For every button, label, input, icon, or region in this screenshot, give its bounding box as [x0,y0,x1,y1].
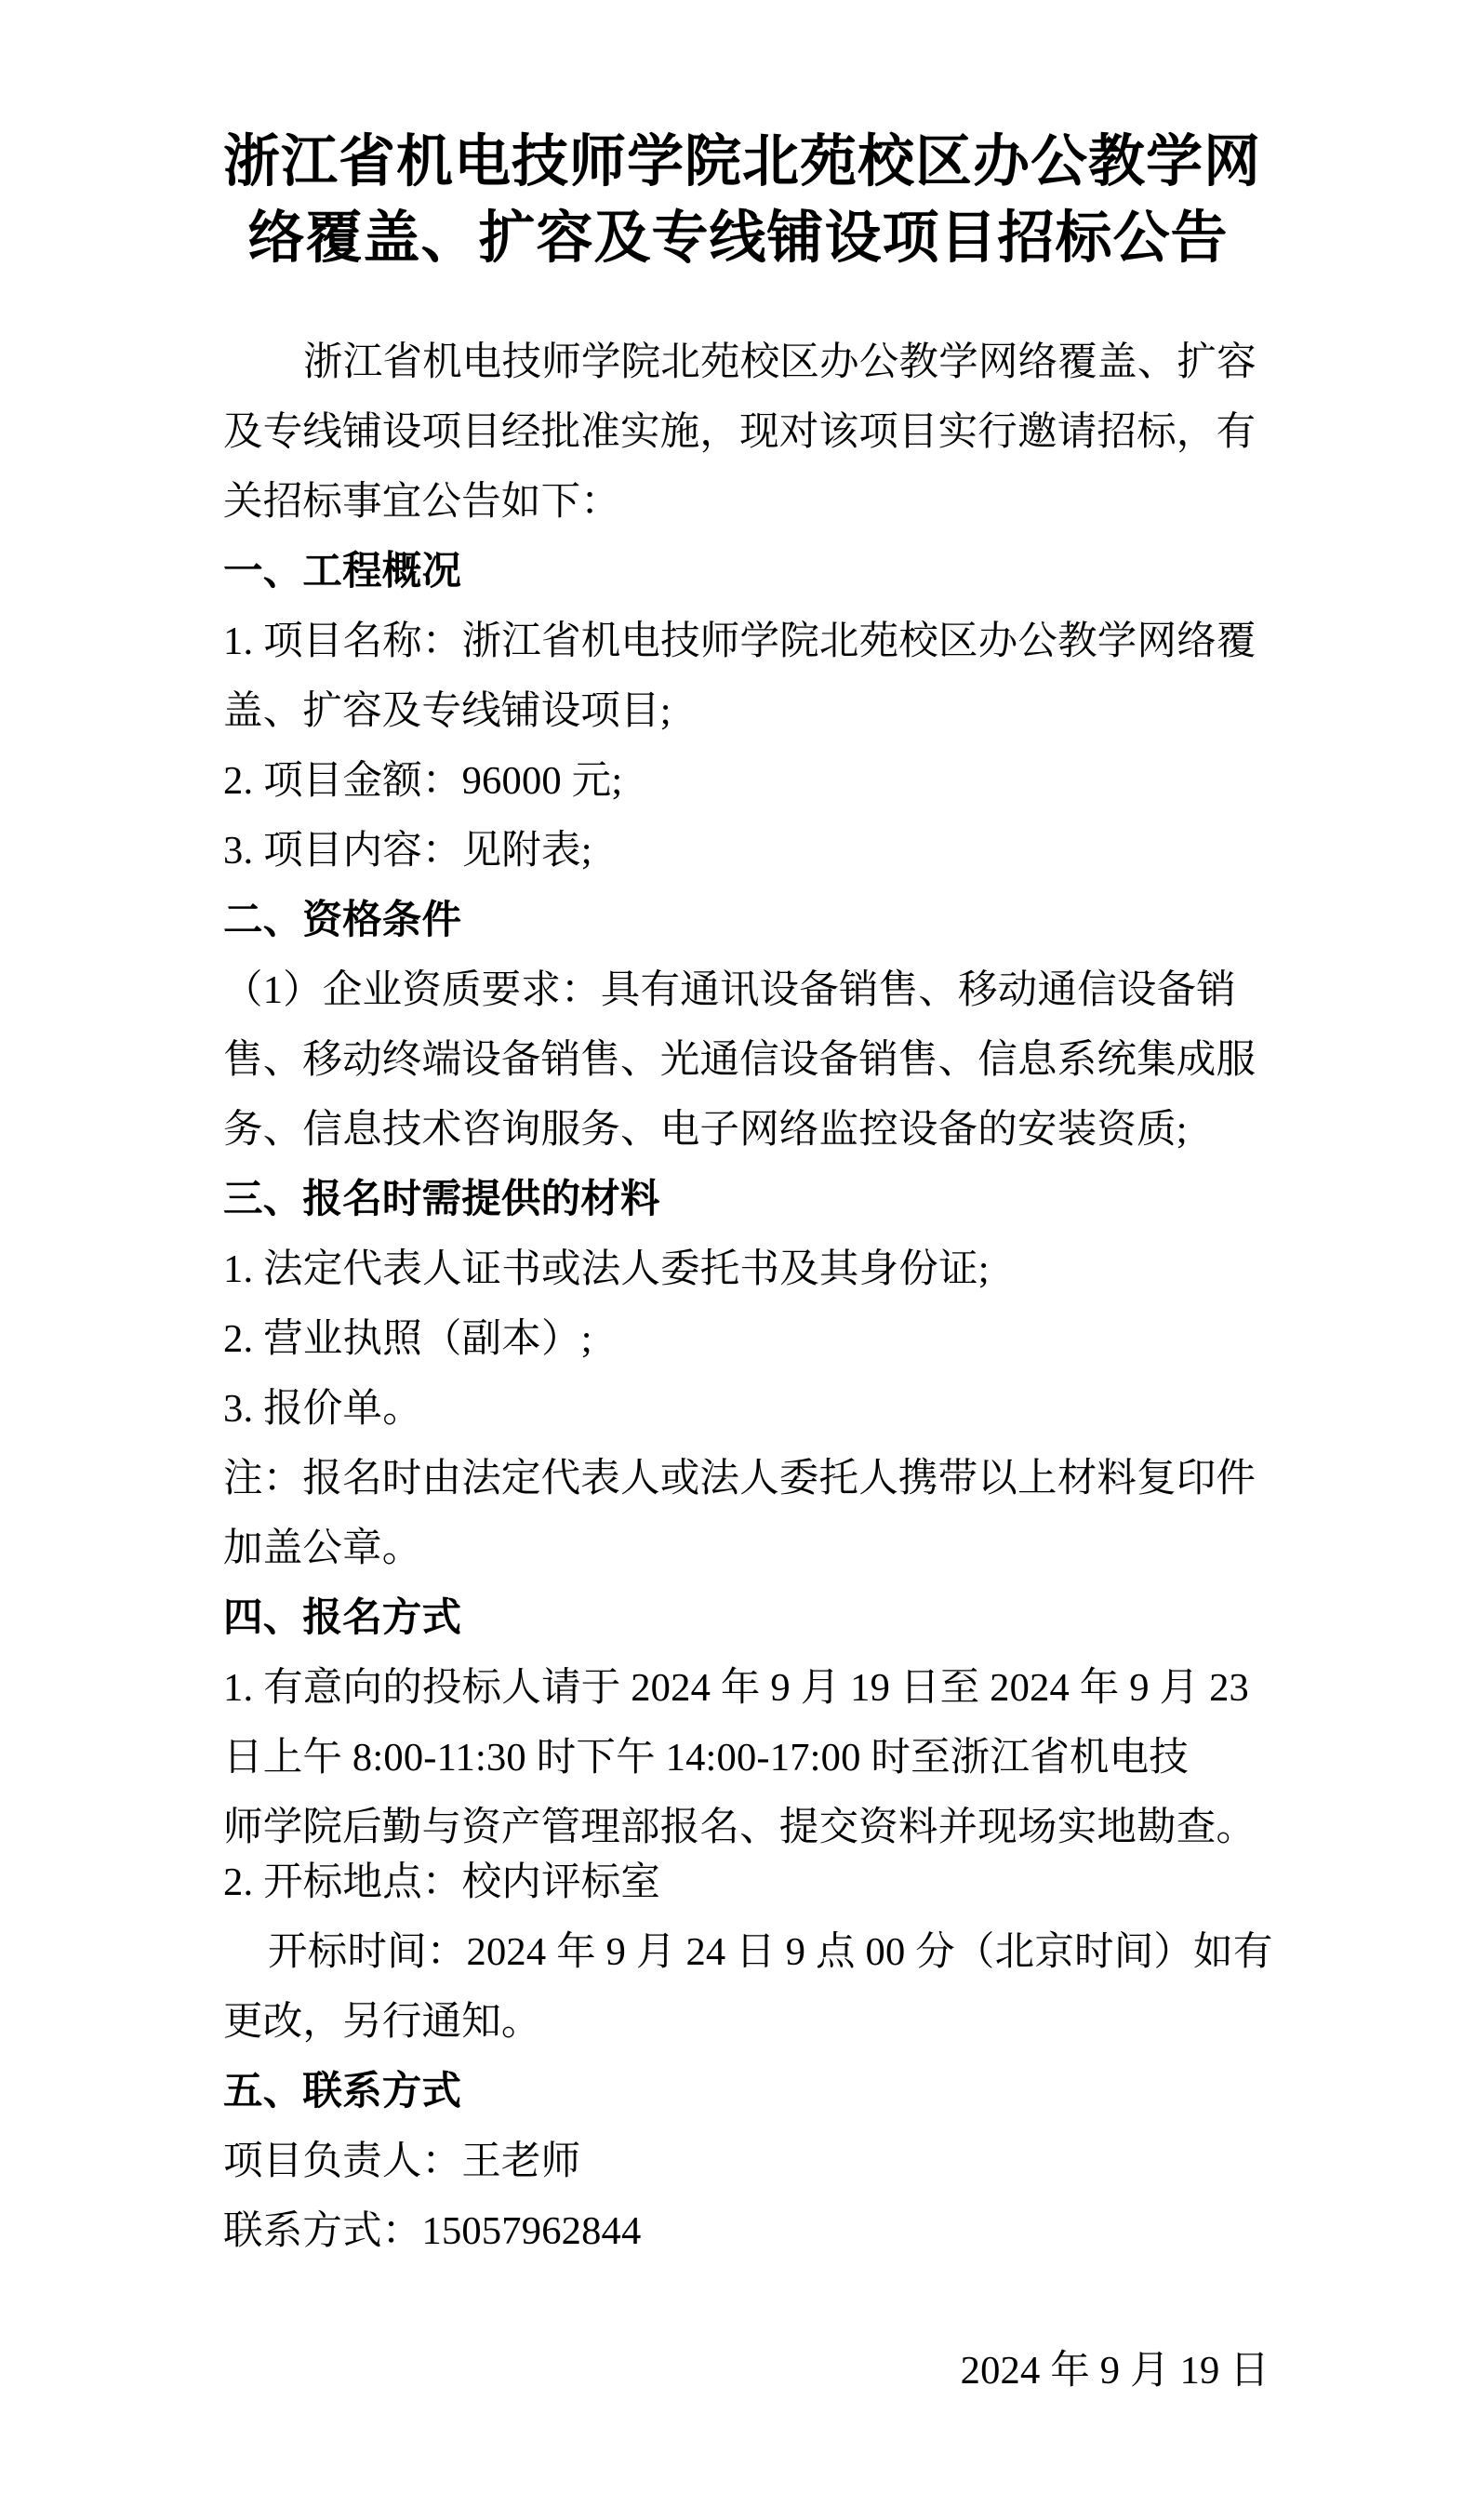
paragraph-line: 项目负责人：王老师 [223,2140,581,2183]
section-heading-4: 四、报名方式 [223,1596,462,1640]
paragraph-line: 3. 报价单。 [223,1387,422,1431]
paragraph-line: 务、信息技术咨询服务、电子网络监控设备的安装资质; [223,1108,1188,1152]
paragraph-line: 2. 开标地点：校内评标室 [223,1860,661,1904]
paragraph-line: 更改，另行通知。 [223,2000,541,2044]
paragraph-line: 注：报名时由法定代表人或法人委托人携带以上材料复印件 [223,1457,1257,1500]
title-line-1: 浙江省机电技师学院北苑校区办公教学网 [223,131,1262,193]
section-heading-5: 五、联系方式 [223,2070,462,2113]
paragraph-line: 1. 项目名称：浙江省机电技师学院北苑校区办公教学网络覆 [223,620,1257,663]
paragraph-line: 2. 营业执照（副本）; [223,1317,592,1361]
paragraph-line: 2. 项目金额：96000 元; [223,759,623,803]
section-heading-3: 三、报名时需提供的材料 [223,1178,660,1221]
paragraph-line: 浙江省机电技师学院北苑校区办公教学网络覆盖、扩容 [303,340,1257,384]
paragraph-line: 联系方式：15057962844 [223,2209,642,2253]
blank-line [223,2266,1253,2336]
paragraph-line: 1. 有意向的投标人请于 2024 年 9 月 19 日至 2024 年 9 月 23 [223,1666,1249,1710]
paragraph-line: 加盖公章。 [223,1527,422,1570]
paragraph-line: 盖、扩容及专线铺设项目; [223,689,672,733]
document-date: 2024 年 9 月 19 日 [960,2349,1270,2393]
paragraph-line: 开标时间：2024 年 9 月 24 日 9 点 00 分（北京时间）如有 [268,1930,1273,1974]
title-line-2: 络覆盖、扩容及专线铺设项目招标公告 [247,207,1229,270]
section-heading-1: 一、工程概况 [223,550,462,593]
paragraph-line: 日上午 8:00-11:30 时下午 14:00-17:00 时至浙江省机电技 [223,1736,1190,1780]
paragraph-line: 师学院后勤与资产管理部报名、提交资料并现场实地勘查。 [223,1806,1257,1849]
paragraph-line: 3. 项目内容：见附表; [223,829,592,873]
paragraph-line: 1. 法定代表人证书或法人委托书及其身份证; [223,1247,990,1291]
paragraph-line: 关招标事宜公告如下： [223,480,621,524]
document-body [223,327,1273,2406]
paragraph-line: 售、移动终端设备销售、光通信设备销售、信息系统集成服 [223,1038,1257,1082]
paragraph-line: （1）企业资质要求：具有通讯设备销售、移动通信设备销 [223,968,1236,1012]
section-heading-2: 二、资格条件 [223,899,462,942]
paragraph-line: 及专线铺设项目经批准实施，现对该项目实行邀请招标，有 [223,410,1257,454]
document-title [223,125,1262,277]
